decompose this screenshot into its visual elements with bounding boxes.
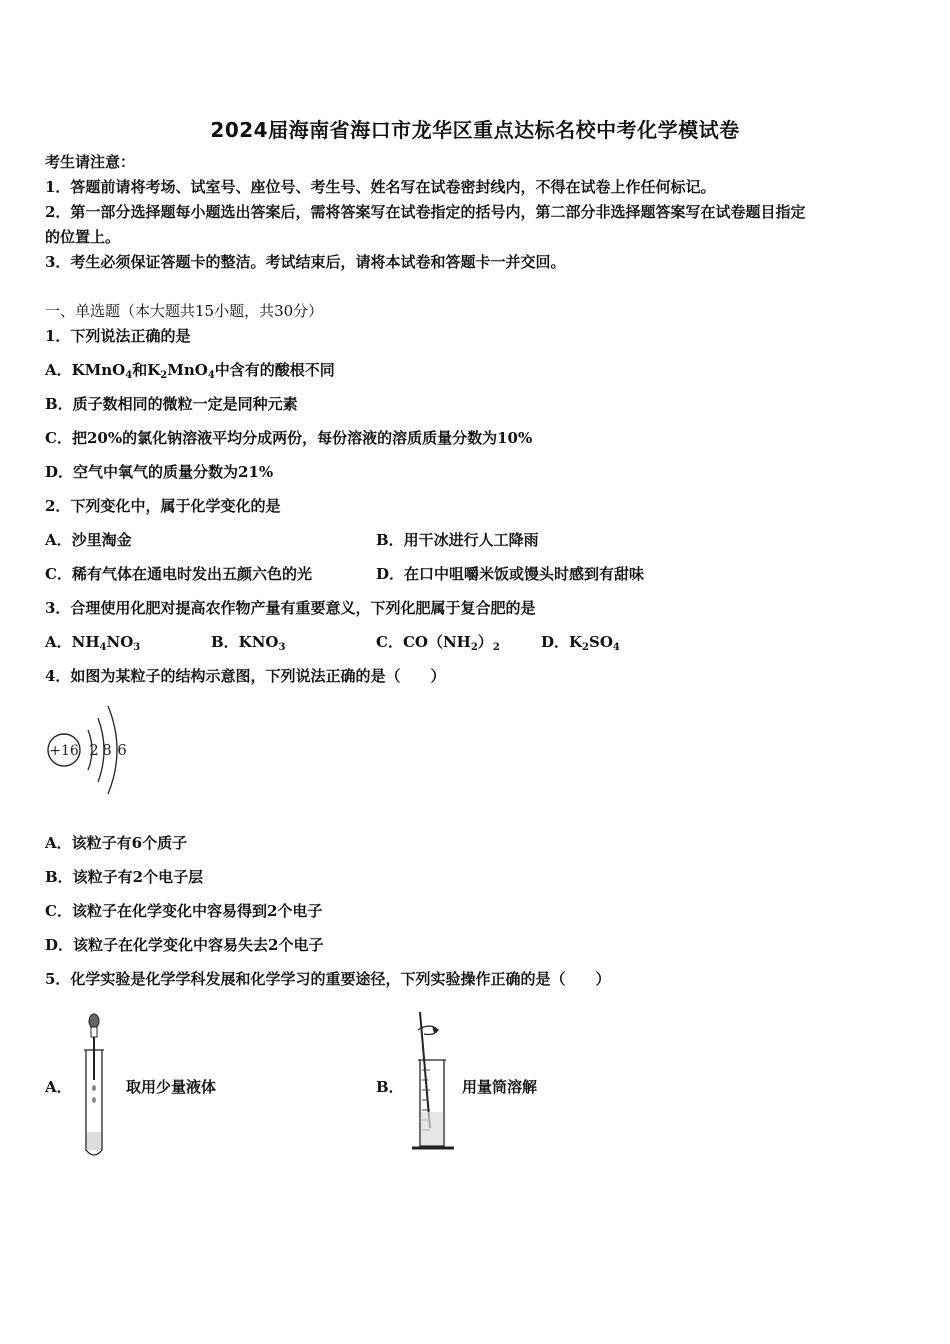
q4-stem: 4．如图为某粒子的结构示意图，下列说法正确的是（ ）	[45, 667, 446, 685]
q3-option-a	[45, 632, 140, 652]
q3-c-pre: C．CO（NH	[376, 633, 471, 651]
q1-stem: 1．下列说法正确的是	[45, 327, 191, 345]
q5-option-a-label: A．	[45, 1078, 72, 1096]
section-heading: 一、单选题（本大题共15小题，共30分）	[45, 302, 324, 320]
q1-option-d: D．空气中氧气的质量分数为21%	[45, 463, 274, 481]
q5-option-b-text: 用量筒溶解	[462, 1078, 538, 1096]
notice-heading: 考生请注意：	[45, 153, 136, 171]
shell-electrons-2: 8	[102, 741, 112, 759]
q3-c-post: ）	[477, 633, 493, 651]
q1-a-prefix: A．KMnO	[45, 361, 126, 379]
atomic-structure-diagram	[44, 694, 154, 804]
tube-liquid	[87, 1132, 101, 1150]
q3-b-pre: B．KNO	[211, 633, 279, 651]
q5-stem: 5．化学实验是化学学科发展和化学学习的重要途径，下列实验操作正确的是（ ）	[45, 970, 611, 988]
q1-a-mid: 和K	[132, 361, 161, 379]
notice-item-1: 1．答题前请将考场、试室号、座位号、考生号、姓名写在试卷密封线内，不得在试卷上作任何标记。	[45, 178, 716, 196]
q3-d-pre: D．K	[541, 633, 583, 651]
shell-electrons-1: 2	[89, 741, 99, 759]
exam-title: 2024届海南省海口市龙华区重点达标名校中考化学模试卷	[210, 118, 740, 142]
q3-a-sub: 4	[99, 642, 107, 653]
q3-b-sub: 3	[278, 642, 286, 653]
q3-option-d	[541, 632, 620, 652]
q3-c-sub2: 2	[492, 642, 500, 653]
q3-d-sub2: 4	[612, 642, 620, 653]
q4-option-c: C．该粒子在化学变化中容易得到2个电子	[45, 902, 323, 920]
liquid-drop-1	[92, 1085, 96, 1091]
q4-option-d: D．该粒子在化学变化中容易失去2个电子	[45, 936, 324, 954]
q5-option-b-label: B．	[376, 1078, 404, 1096]
notice-item-2-cont: 的位置上。	[45, 228, 121, 246]
dropper-tube-illustration	[78, 1010, 112, 1160]
q3-option-c	[376, 632, 500, 652]
q1-option-b: B．质子数相同的微粒一定是同种元素	[45, 395, 298, 413]
cylinder-liquid	[421, 1112, 443, 1145]
q1-option-c: C．把20%的氯化钠溶液平均分成两份，每份溶液的溶质质量分数为10%	[45, 429, 533, 447]
q3-a-sub2: 3	[133, 642, 141, 653]
notice-item-2: 2．第一部分选择题每小题选出答案后，需将答案写在试卷指定的括号内，第二部分非选择题答案写在试卷题目指定	[45, 203, 806, 221]
q3-a-pre: A．NH	[45, 633, 100, 651]
q3-a-post: NO	[106, 633, 134, 651]
q2-option-a: A．沙里淘金	[45, 531, 132, 549]
q3-stem: 3．合理使用化肥对提高农作物产量有重要意义，下列化肥属于复合肥的是	[45, 599, 536, 617]
q1-option-a	[45, 360, 335, 380]
q2-option-d: D．在口中咀嚼米饭或馒头时感到有甜味	[376, 565, 645, 583]
q1-a-mid2: MnO	[167, 361, 208, 379]
q1-a-suffix: 中含有的酸根不同	[214, 361, 335, 379]
shell-electrons-3: 6	[117, 741, 127, 759]
nucleus-charge: +16	[49, 743, 79, 759]
q3-option-b	[211, 632, 285, 652]
q1-a-sub1: 4	[125, 370, 133, 381]
q1-a-sub2: 2	[160, 370, 168, 381]
q2-stem: 2．下列变化中，属于化学变化的是	[45, 497, 281, 515]
q2-option-c: C．稀有气体在通电时发出五颜六色的光	[45, 565, 312, 583]
q3-d-post: SO	[589, 633, 613, 651]
notice-item-3: 3．考生必须保证答题卡的整洁。考试结束后，请将本试卷和答题卡一并交回。	[45, 253, 566, 271]
q3-d-sub: 2	[582, 642, 590, 653]
q2-option-b: B．用干冰进行人工降雨	[376, 531, 539, 549]
dropper-neck	[91, 1027, 97, 1037]
q4-option-b: B．该粒子有2个电子层	[45, 868, 204, 886]
q4-option-a: A．该粒子有6个质子	[45, 834, 188, 852]
graduated-cylinder-illustration	[404, 1008, 462, 1158]
q5-option-a-text: 取用少量液体	[126, 1078, 217, 1096]
liquid-drop-2	[92, 1097, 96, 1103]
q1-a-sub3: 4	[207, 370, 215, 381]
q3-c-sub: 2	[470, 642, 478, 653]
dropper-bulb	[89, 1014, 99, 1028]
